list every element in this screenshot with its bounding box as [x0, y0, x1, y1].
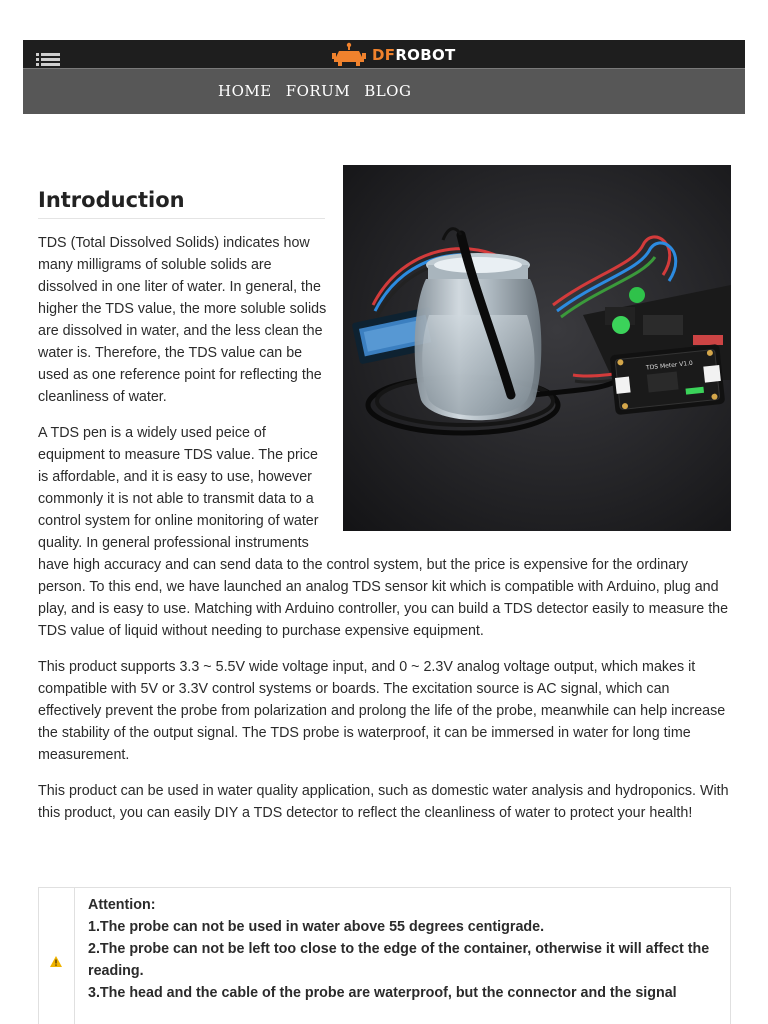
attention-box — [38, 887, 731, 1024]
intro-paragraph-2: A TDS pen is a widely used peice of equipment to measure TDS value. The price is affordable, and it is easy to use, however commonly it is not able to transmit data to a control system for online monitoring of water quality. In general professional instruments have high accuracy and can send data to the control system, but the price is expensive for the ordinary person. To this end, we have launched an analog TDS sensor kit which is compatible with Arduino, plug and play, and is easy to use. Matching with Arduino controller, you can build a TDS detector easily to measure the TDS value of liquid without needing to purchase expensive equipment. — [38, 425, 729, 639]
robot-logo-icon — [332, 42, 366, 68]
top-bar — [23, 40, 745, 68]
main-content — [38, 165, 731, 824]
menu-icon[interactable] — [36, 53, 60, 66]
attention-item-3: 3.The head and the cable of the probe are waterproof, but the connector and the signal — [88, 985, 677, 1001]
attention-icon-cell — [39, 888, 75, 1024]
attention-title: Attention: — [88, 897, 156, 913]
main-nav — [23, 68, 745, 114]
dfrobot-logo[interactable] — [332, 42, 456, 68]
intro-paragraph-3: This product supports 3.3 ~ 5.5V wide voltage input, and 0 ~ 2.3V analog voltage output, which makes it compatible with 5V or 3.3V control systems or boards. The excitation source is AC signal, which can effectively prevent the probe from polarization and prolong the life of the probe, meanwhile can help increase the stability of the output signal. The TDS probe is waterproof, it can be immersed in water for long time measurement. — [38, 659, 726, 763]
tds-meter-board — [610, 344, 726, 415]
nav-blog-link[interactable]: BLOG — [364, 82, 412, 100]
logo-robot: ROBOT — [395, 45, 456, 64]
intro-paragraph-1: TDS (Total Dissolved Solids) indicates how many milligrams of soluble solids are dissolved in one liter of water. In general, the higher the TDS value, the more soluble solids are dissolved in water, and the less clean the water is. Therefore, the TDS value can be used as one reference point for reflecting the cleanliness of water. — [38, 235, 327, 405]
nav-home-link[interactable]: HOME — [218, 82, 272, 100]
site-header — [23, 40, 745, 114]
attention-body — [75, 888, 730, 1024]
nav-links — [218, 82, 411, 100]
warning-icon — [50, 956, 62, 967]
board-label: TDS Meter V1.0 — [645, 359, 694, 372]
product-photo — [343, 165, 731, 531]
intro-paragraph-4: This product can be used in water quality application, such as domestic water analysis and hydroponics. With this product, you can easily DIY a TDS detector to reflect the cleanliness of water to protect your health! — [38, 783, 729, 821]
section-title: Introduction — [38, 188, 325, 219]
logo-df: DF — [372, 45, 396, 64]
logo-text — [372, 45, 456, 64]
nav-forum-link[interactable]: FORUM — [285, 82, 351, 100]
attention-item-1: 1.The probe can not be used in water above 55 degrees centigrade. — [88, 919, 545, 935]
attention-item-2: 2.The probe can not be left too close to the edge of the container, otherwise it will affect the reading. — [88, 941, 710, 979]
tds-sensor-kit-illustration — [343, 165, 731, 531]
